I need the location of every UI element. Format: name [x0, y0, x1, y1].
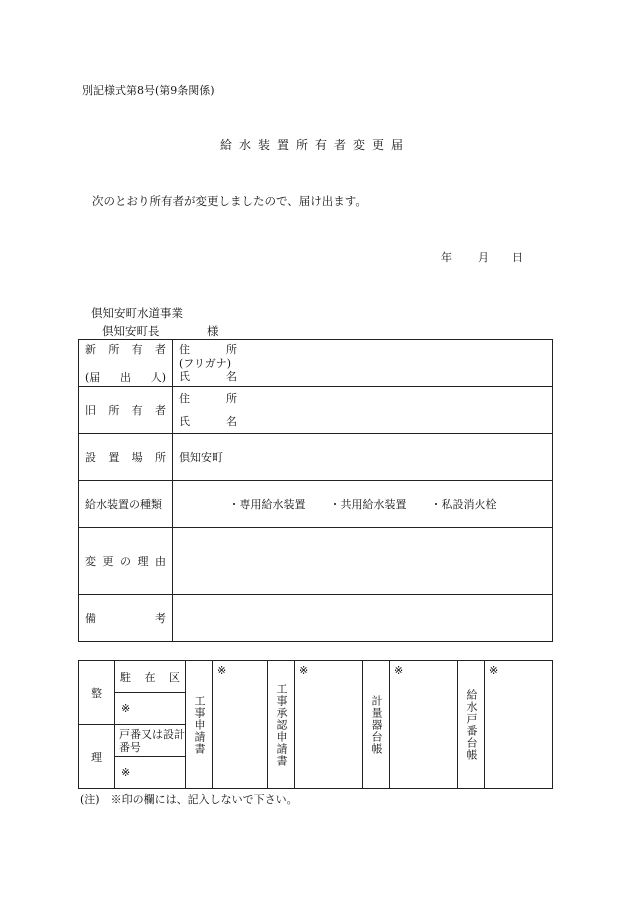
addressee-honorific: 様	[207, 324, 219, 338]
new-owner-label-cell: 新 所 有 者 (届 出 人)	[79, 340, 173, 387]
admin-table	[78, 660, 553, 789]
footnote: (注) ※印の欄には、記入しないで下さい。	[80, 793, 298, 806]
new-owner-input-cell[interactable]: 住 所 (フリガナ) 氏 名	[173, 340, 553, 387]
mark-construction-approval: ※	[295, 661, 363, 789]
mark-house-number-ledger: ※	[485, 661, 553, 789]
old-owner-label-cell: 旧 所 有 者	[79, 387, 173, 434]
document-title: 給水装置所有者変更届	[219, 138, 410, 152]
option-dedicated[interactable]: ・専用給水装置	[228, 498, 306, 511]
form-number: 別記様式第8号(第9条関係)	[82, 84, 215, 97]
remarks-input-cell[interactable]	[173, 595, 553, 642]
house-number-label: 戸番又は設計番号	[115, 725, 186, 757]
date-day-label: 日	[512, 251, 523, 264]
col-house-number-ledger: 給水戸番台帳	[458, 661, 485, 789]
reason-input-cell[interactable]	[173, 528, 553, 595]
seiri-bottom: 理	[79, 725, 115, 789]
col-construction-application: 工事申請書	[186, 661, 213, 789]
house-number-value-mark: ※	[115, 757, 186, 789]
date-year-label: 年	[441, 251, 452, 264]
district-label: 駐 在 区	[115, 661, 186, 693]
old-owner-input-cell[interactable]: 住 所 氏 名	[173, 387, 553, 434]
option-private-hydrant[interactable]: ・私設消火栓	[430, 498, 497, 511]
device-type-options[interactable]	[173, 481, 553, 528]
device-type-label: 給水装置の種類	[79, 481, 173, 528]
remarks-label-cell: 備 考	[79, 595, 173, 642]
location-value[interactable]: 倶知安町	[173, 434, 553, 481]
seiri-top: 整	[79, 661, 115, 725]
option-shared[interactable]: ・共用給水装置	[329, 498, 407, 511]
location-label-cell: 設 置 場 所	[79, 434, 173, 481]
intro-text: 次のとおり所有者が変更しましたので、届け出ます。	[92, 194, 367, 208]
mark-construction-application: ※	[213, 661, 268, 789]
addressee-mayor: 倶知安町長	[102, 324, 160, 338]
reason-label-cell: 変 更 の 理 由	[79, 528, 173, 595]
furigana-label: (フリガナ)	[179, 356, 232, 370]
district-value-mark: ※	[115, 693, 186, 725]
col-meter-ledger: 計量器台帳	[363, 661, 390, 789]
addressee-org: 倶知安町水道事業	[91, 306, 183, 320]
date-month-label: 月	[478, 251, 489, 264]
col-construction-approval: 工事承認申請書	[268, 661, 295, 789]
mark-meter-ledger: ※	[390, 661, 458, 789]
owner-change-table	[78, 339, 553, 642]
